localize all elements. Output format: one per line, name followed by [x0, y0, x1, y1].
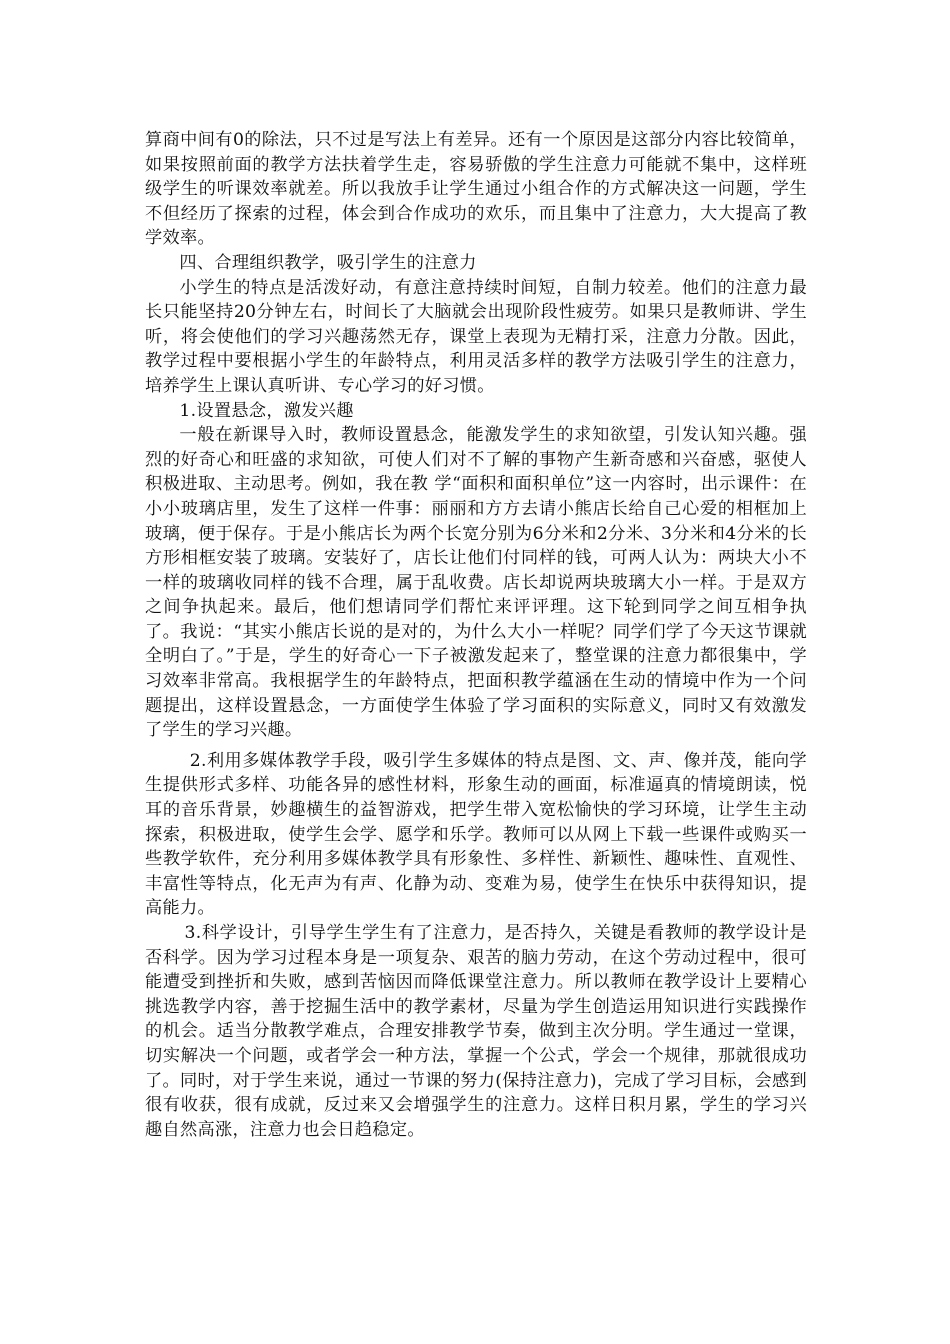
paragraph-continuation: 算商中间有0的除法，只不过是写法上有差异。还有一个原因是这部分内容比较简单，如果按照前面的教学方法扶着学生走，容易骄傲的学生注意力可能就不集中，这样班级学生的听课效率就差。所以我放手让学生通过小组合作的方式解决这一问题，学生不但经历了探索的过程，体会到合作成功的欢乐，而且集中了注意力，大大提高了教学效率。: [145, 130, 807, 249]
section-heading-four: 四、合理组织教学，吸引学生的注意力: [179, 252, 477, 273]
subheading-suspense: 1.设置悬念，激发兴趣: [179, 400, 354, 421]
paragraph-multimedia: 2.利用多媒体教学手段，吸引学生多媒体的特点是图、文、声、像并茂，能向学生提供形式多样、功能各异的感性材料，形象生动的画面，标准逼真的情境朗读，悦耳的音乐背景，妙趣横生的益智游戏，把学生带入宽松愉快的学习环境，让学生主动探索，积极进取，使学生会学、愿学和乐学。教师可以从网上下载一些课件或购买一些教学软件，充分利用多媒体教学具有形象性、多样性、新颖性、趣味性、直观性、丰富性等特点，化无声为有声、化静为动、变难为易，使学生在快乐中获得知识，提高能力。: [145, 750, 807, 919]
paragraph-design: 3.科学设计，引导学生学生有了注意力，是否持久，关键是看教师的教学设计是否科学。因为学习过程本身是一项复杂、艰苦的脑力劳动，在这个劳动过程中，很可能遭受到挫折和失败，感到苦恼因而降低课堂注意力。所以教师在教学设计上要精心挑选教学内容，善于挖掘生活中的教学素材，尽量为学生创造运用知识进行实践操作的机会。适当分散教学难点，合理安排教学节奏，做到主次分明。学生通过一堂课，切实解决一个问题，或者学会一种方法，掌握一个公式，学会一个规律，那就很成功了。同时，对于学生来说，通过一节课的努力(保持注意力)，完成了学习目标，会感到很有收获，很有成就，反过来又会增强学生的注意力。这样日积月累，学生的学习兴趣自然高涨，注意力也会日趋稳定。: [145, 923, 807, 1140]
paragraph-attention-intro: 小学生的特点是活泼好动，有意注意持续时间短，自制力较差。他们的注意力最长只能坚持20分钟左右，时间长了大脑就会出现阶段性疲劳。如果只是教师讲、学生听，将会使他们的学习兴趣荡然无存，课堂上表现为无精打采，注意力分散。因此，教学过程中要根据小学生的年龄特点，利用灵活多样的教学方法吸引学生的注意力，培养学生上课认真听讲、专心学习的好习惯。: [145, 277, 807, 396]
document-body: [145, 128, 807, 1142]
paragraph-suspense: 一般在新课导入时，教师设置悬念，能激发学生的求知欲望，引发认知兴趣。强烈的好奇心和旺盛的求知欲，可使人们对不了解的事物产生新奇感和兴奋感，驱使人积极进取、主动思考。例如，我在教 学“面积和面积单位”这一内容时，出示课件：在小小玻璃店里，发生了这样一件事：丽丽和方方去请小熊店长给自己心爱的相框加上玻璃，便于保存。于是小熊店长为两个长宽分别为6分米和2分米、3分米和4分米的长方形相框安装了玻璃。安装好了，店长让他们付同样的钱，可两人认为：两块大小不一样的玻璃收同样的钱不合理，属于乱收费。店长却说两块玻璃大小一样。于是双方之间争执起来。最后，他们想请同学们帮忙来评评理。这下轮到同学之间互相争执了。我说：“其实小熊店长说的是对的，为什么大小一样呢？同学们学了今天这节课就全明白了。”于是，学生的好奇心一下子被激发起来了，整堂课的注意力都很集中，学习效率非常高。我根据学生的年龄特点，把面积教学蕴涵在生动的情境中作为一个问题提出，这样设置悬念，一方面使学生体验了学习面积的实际意义，同时又有效激发了学生的学习兴趣。: [145, 425, 807, 741]
